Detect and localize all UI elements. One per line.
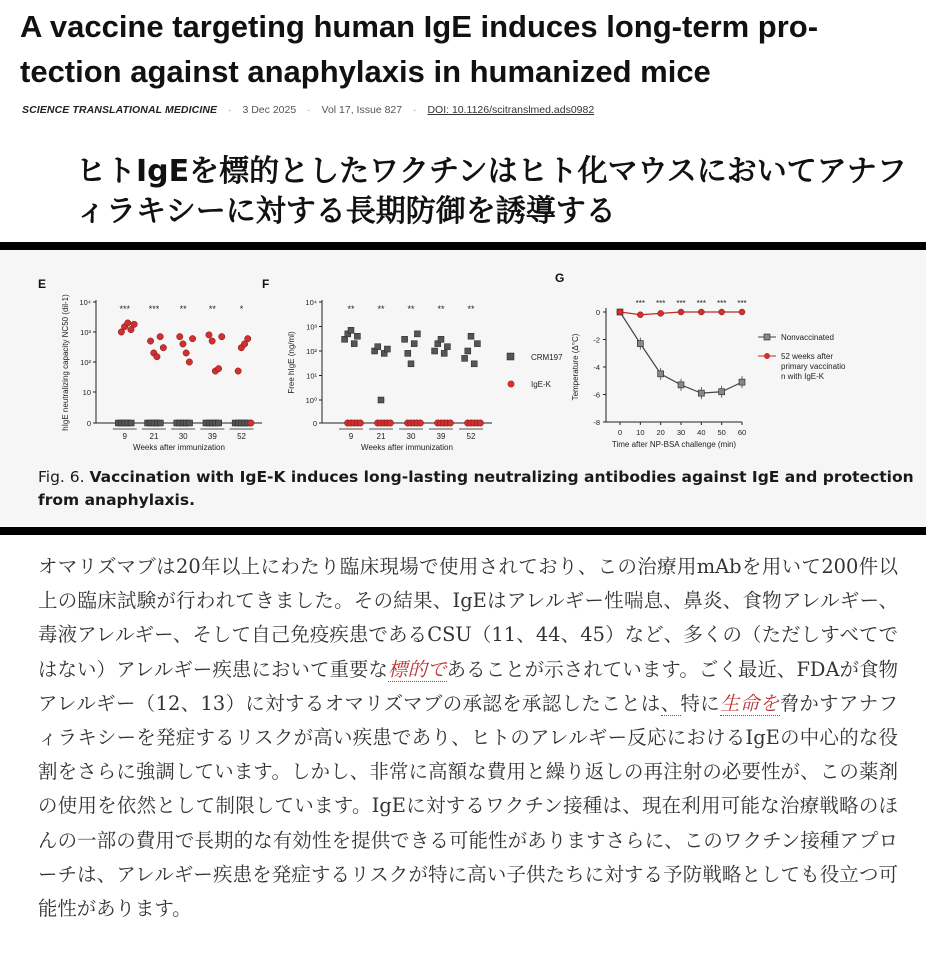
data-point-dot [357,420,363,426]
article-meta [22,104,594,116]
data-point-dot [658,310,664,316]
significance-label: *** [148,304,160,314]
x-tick-label: 30 [406,432,416,441]
data-point-square [465,348,471,354]
x-tick-label: 20 [656,428,665,437]
legend-label-line: n with IgE-K [781,372,825,381]
data-point-square [128,420,134,426]
data-point-dot [147,338,153,344]
y-axis-label: hIgE neutralizing capacity NC50 (dil-1) [61,294,70,431]
x-axis-label: Weeks after immunization [361,443,453,452]
meta-separator: · [413,104,417,116]
divider-bottom [0,527,926,535]
x-tick-label: 52 [237,432,247,441]
x-axis-label: Weeks after immunization [133,443,225,452]
y-tick-label: 10⁰ [305,396,317,405]
data-point-dot [387,420,393,426]
significance-label: ** [437,304,445,314]
publish-date: 3 Dec 2025 [242,104,297,116]
data-point-square [678,382,684,388]
y-axis-label: Temperature (Δ°C) [571,333,580,401]
panel-label-E: E [38,277,47,291]
y-tick-label: 10⁴ [305,298,317,307]
y-tick-label: 10 [82,388,91,397]
significance-label: ** [377,304,385,314]
y-tick-label: 0 [312,419,317,428]
data-point-square [342,336,348,342]
data-point-dot [177,333,183,339]
y-tick-label: -8 [593,418,600,427]
x-tick-label: 10 [636,428,645,437]
x-tick-label: 21 [376,432,386,441]
article-title: A vaccine targeting human IgE induces long-term pro-tection against anaphylaxis in humanized mice [20,9,819,89]
data-point-square [432,348,438,354]
significance-label: *** [655,299,666,308]
y-tick-label: 10⁴ [79,298,91,307]
data-point-square [402,336,408,342]
volume-issue[interactable]: Vol 17, Issue 827 [321,104,403,116]
x-tick-label: 30 [178,432,188,441]
legend-marker-nonvacc [764,334,770,340]
y-tick-label: 10¹ [306,371,317,381]
data-point-square [637,341,643,347]
data-point-dot [245,335,251,341]
japanese-title: ヒトIgEを標的としたワクチンはヒト化マウスにおいてアナフィラキシーに対する長期防御を誘導する [76,154,907,229]
data-point-dot [477,420,483,426]
y-tick-label: 10² [80,358,91,367]
legend-marker-vacc [764,353,770,359]
significance-label: ** [208,304,216,314]
data-point-square [411,341,417,347]
data-point-square [471,361,477,367]
data-point-dot [698,309,704,315]
significance-label: *** [635,299,646,308]
data-point-dot [160,344,166,350]
y-tick-label: -6 [593,390,600,400]
y-tick-label: 0 [86,419,91,428]
x-tick-label: 50 [717,428,726,437]
significance-label: ** [179,304,187,314]
legend-label-vacc [781,352,846,381]
x-tick-label: 40 [697,428,706,437]
data-point-square [462,355,468,361]
data-point-square [405,350,411,356]
data-point-square [187,420,193,426]
y-axis-label: Free hIgE (ng/ml) [287,331,296,394]
divider-top [0,242,926,250]
data-point-square [468,333,474,339]
data-point-square [719,389,725,395]
y-tick-label: 10² [306,347,317,356]
data-point-square [354,333,360,339]
data-point-square [739,379,745,385]
data-point-dot [183,350,189,356]
y-tick-label: 0 [595,308,600,317]
data-point-dot [447,420,453,426]
x-tick-label: 9 [122,432,127,441]
significance-label: *** [696,299,707,308]
x-axis-label: Time after NP-BSA challenge (min) [611,440,737,449]
figure-caption [38,466,918,512]
data-point-square [414,331,420,337]
x-tick-label: 9 [348,432,354,441]
doi-link[interactable]: DOI: 10.1126/scitranslmed.ads0982 [427,104,595,116]
body-text-4: 脅かすアナフィラキシーを発症するリスクが高い疾患であり、ヒトのアレルギー反応におけるIgEの中心的な役割をさらに強調しています。しかし、非常に高額な費用と繰り返しの再注射の必要性が、この薬剤の使用を依然として制限しています。IgEに対するワクチン接種は、現在利用可能な治療戦略のほんの一部の費用で長期的な有効性を提供できる可能性がありますさらに、このワクチン接種アプローチは、アレルギー疾患を発症するリスクが特に高い子供たちに対する予防戦略としても役立つ可能性があります。 [38,691,899,921]
data-point-square [474,341,480,347]
meta-separator: · [228,104,232,116]
data-point-square [444,344,450,350]
body-text-3: 特に [680,691,721,715]
data-point-dot [215,365,221,371]
data-point-dot [189,335,195,341]
data-point-dot [186,359,192,365]
data-point-square [157,420,163,426]
legend-label-line: 52 weeks after [781,352,834,361]
significance-label: *** [676,299,686,308]
significance-label: *** [716,299,727,308]
legend-label-nonvacc: Nonvaccinated [781,333,834,342]
highlight-mark[interactable]: 、 [660,691,681,715]
data-point-square [408,361,414,367]
highlight-target[interactable]: 標的で [388,657,447,681]
data-point-dot [209,338,215,344]
legend-label-igek: IgE-K [531,380,552,389]
data-point-dot [678,309,684,315]
highlight-life[interactable]: 生命を [720,691,780,715]
caption-text: Vaccination with IgE-K induces long-lasting neutralizing antibodies against IgE and protection from anaphylaxis. [38,468,914,509]
body-text-2: あることが示されています。ごく最近、FDAが食物アレルギー（12、13）に対するオマリズマブの承認を承認したことは [38,657,899,715]
x-tick-label: 0 [617,428,623,437]
data-point-dot [739,309,745,315]
x-tick-label: 39 [436,432,446,441]
data-point-square [438,336,444,342]
data-point-dot [157,333,163,339]
data-point-dot [719,309,725,315]
meta-separator: · [307,104,311,116]
caption-label: Fig. 6. [38,468,85,486]
legend-marker-crm [507,353,514,360]
significance-label: *** [119,304,131,314]
x-tick-label: 52 [466,432,476,441]
journal-name[interactable]: SCIENCE TRANSLATIONAL MEDICINE [22,104,218,116]
y-tick-label: 10³ [80,328,91,337]
body-paragraph [38,550,898,926]
y-tick-label: -2 [593,335,600,345]
data-point-dot [125,320,131,326]
data-point-dot [617,309,623,315]
data-point-square [698,390,704,396]
data-point-dot [637,312,643,318]
legend-marker-igek [508,381,515,388]
data-point-dot [154,354,160,360]
significance-label: ** [407,304,415,314]
significance-label: ** [347,304,355,314]
data-point-dot [235,368,241,374]
x-tick-label: 60 [737,428,747,437]
data-point-square [441,350,447,356]
significance-label: ** [467,304,475,314]
body-text-1: オマリズマブは20年以上にわたり臨床現場で使用されており、この治療用mAbを用いて200件以上の臨床試験が行われてきました。その結果、IgEはアレルギー性喘息、鼻炎、食物アレルギー、毒液アレルギー、そして自己免疫疾患であるCSU（11、44、45）など、多くの（ただしすべてではない）アレルギー疾患において重要な [38,555,898,681]
data-point-square [378,397,384,403]
panel-label-F: F [262,277,270,291]
data-point-square [384,346,390,352]
y-tick-label: 10³ [306,322,317,332]
x-tick-label: 30 [676,428,686,437]
data-point-square [348,327,354,333]
data-point-dot [417,420,423,426]
data-point-dot [219,333,225,339]
x-tick-label: 39 [207,432,217,441]
data-point-square [658,371,664,377]
y-tick-label: -4 [593,363,600,372]
significance-label: *** [737,299,747,308]
significance-label: * [239,304,244,314]
data-point-square [351,341,357,347]
data-point-dot [180,341,186,347]
data-point-square [375,344,381,350]
legend-label-line: primary vaccinatio [781,362,846,371]
legend-label-crm: CRM197 [531,353,563,362]
data-point-dot [248,420,254,426]
x-tick-label: 21 [149,432,159,441]
data-point-square [216,420,222,426]
panel-label-G: G [555,271,565,285]
data-point-dot [206,332,212,338]
data-point-dot [131,321,137,327]
